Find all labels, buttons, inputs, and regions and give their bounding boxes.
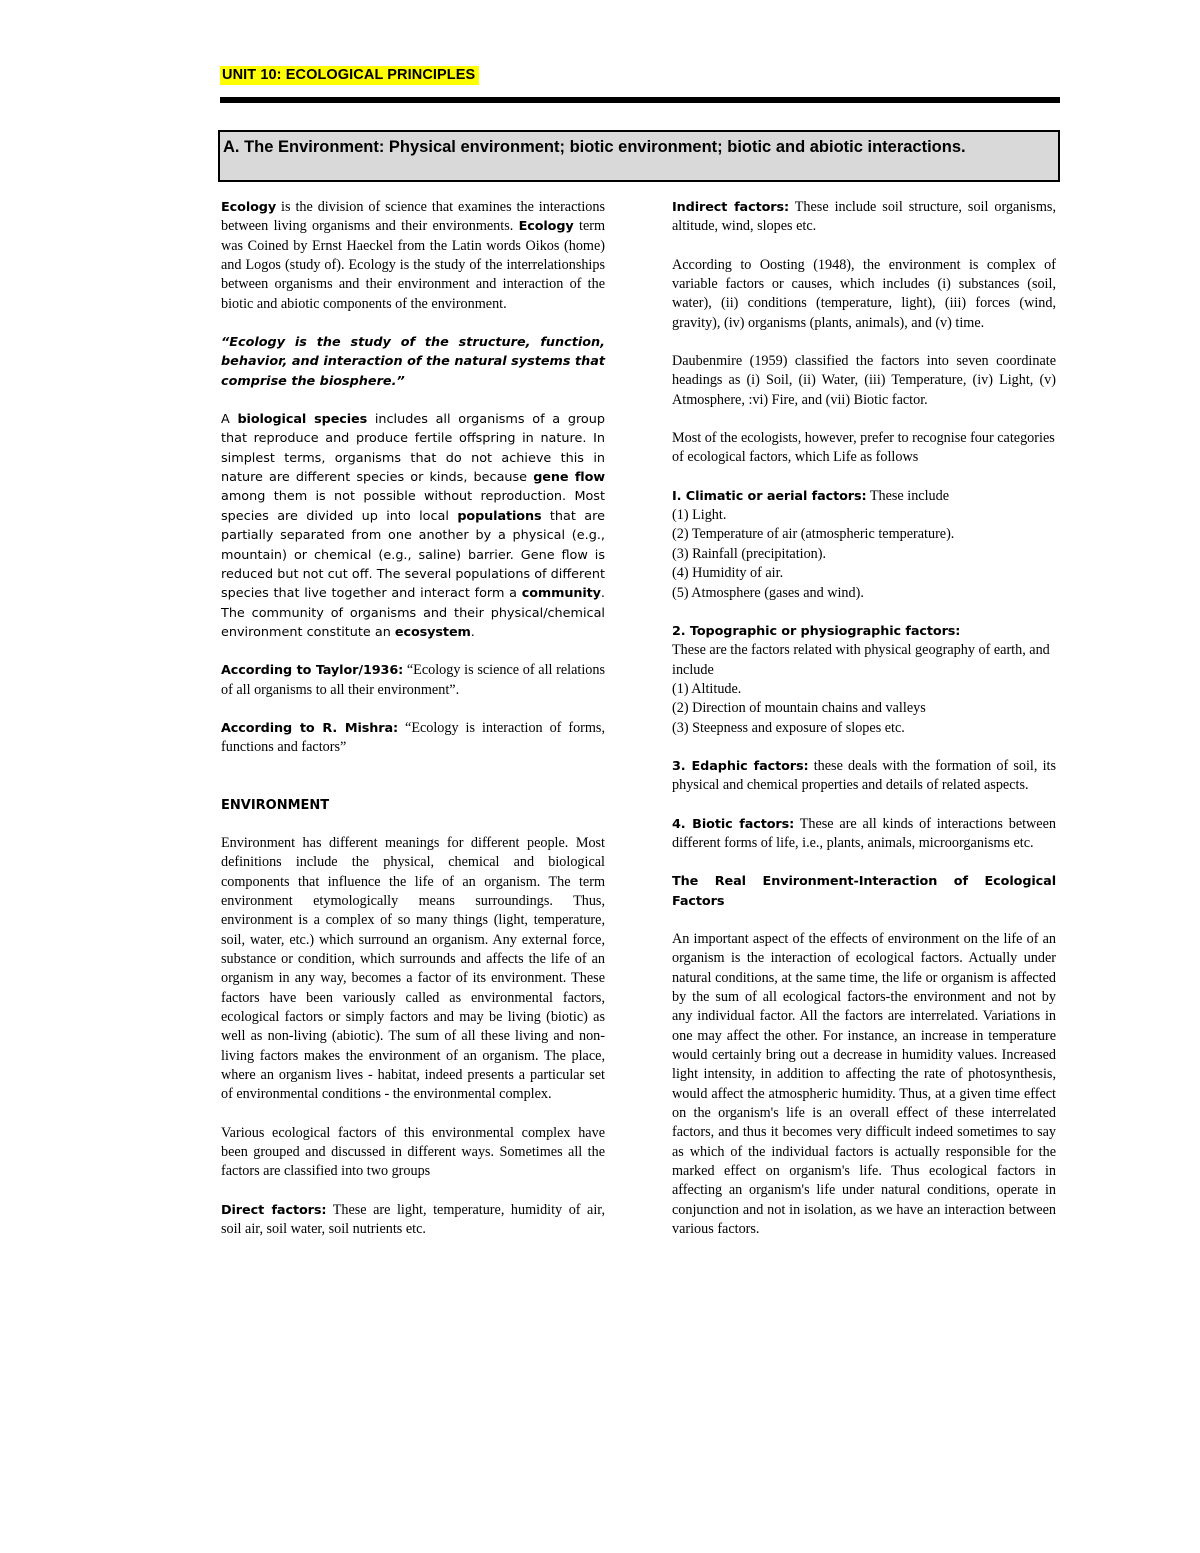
section-heading-box [218, 130, 1060, 182]
edaphic-factors-paragraph: 3. Edaphic factors: these deals with the formation of soil, its physical and chemical properties and details of related aspects. [672, 757, 1056, 794]
term-biological-species: biological species [237, 412, 368, 428]
term-community: community [521, 586, 601, 602]
title-rule [220, 97, 1060, 103]
list-item: (3) Rainfall (precipitation). [672, 545, 827, 562]
unit-title: UNIT 10: ECOLOGICAL PRINCIPLES [220, 66, 479, 85]
climatic-factors-block: I. Climatic or aerial factors: These include (1) Light. (2) Temperature of air (atmospheric temperature). (3) Rainfall (precipitation). (4) Humidity of air. (5) Atmosphere (gases and wind). [672, 487, 1056, 603]
real-environment-paragraph: An important aspect of the effects of environment on the life of an organism is the interaction of ecological factors. Actually under natural conditions, at the same time, the life or organism is affected by the sum of all ecological factors-the environment and not by any individual factor. All the factors are interrelated. Variations in one may affect the other. For instance, an increase in temperature would certainly bring out a decrease in humidity values. Increased light intensity, in addition to affecting the rate of photosynthesis, would affect the atmospheric humidity. Thus, at a given time effect on the organism's life is an overall effect of these interrelated factors, and thus it becomes very difficult indeed sometimes to say as which of the individual factors is actually responsible for the marked effect on organism's life. Thus ecological factors in affecting an organism's life under natural conditions, operate in conjunction and not in isolation, as we have an interaction between various factors. [672, 930, 1056, 1238]
species-paragraph: A biological species includes all organisms of a group that reproduce and produce fertile offspring in nature. In simplest terms, organisms that do not achieve this in nature are different species or kinds, because gene flow among them is not possible without reproduction. Most species are divided up into local populations that are partially separated from one another by a physical (e.g., mountain) or chemical (e.g., saline) barrier. Gene flow is reduced but not cut off. The several populations of different species that live together and interact form a community. The community of organisms and their physical/chemical environment constitute an ecosystem. [221, 412, 605, 640]
list-item: (2) Direction of mountain chains and valleys [672, 700, 926, 717]
term-gene-flow: gene flow [533, 470, 605, 486]
right-column [672, 198, 1056, 1258]
term-ecosystem: ecosystem [394, 624, 471, 640]
list-item: (1) Altitude. [672, 680, 742, 697]
biotic-factors-paragraph: 4. Biotic factors: These are all kinds of interactions between different forms of life, i.e., plants, animals, microorganisms etc. [672, 815, 1056, 851]
environment-heading: ENVIRONMENT [221, 797, 330, 813]
list-item: (3) Steepness and exposure of slopes etc. [672, 719, 905, 736]
mishra-definition: According to R. Mishra: “Ecology is interaction of forms, functions and factors” [221, 719, 605, 756]
four-categories-paragraph: Most of the ecologists, however, prefer to recognise four categories of ecological factors, which Life as follows [672, 430, 1055, 466]
taylor-definition: According to Taylor/1936: “Ecology is science of all relations of all organisms to all their environment”. [221, 662, 606, 698]
oosting-paragraph: According to Oosting (1948), the environment is complex of variable factors or causes, which includes (i) substances (soil, water), (ii) conditions (temperature, light), (iii) forces (wind, gravity), (iv) organisms (plants, animals), and (v) time. [672, 256, 1056, 331]
left-column [221, 198, 605, 1258]
daubenmire-paragraph: Daubenmire (1959) classified the factors into seven coordinate headings as (i) Soil, (ii) Water, (iii) Temperature, (iv) Light, (v) Atmosphere, :vi) Fire, and (vii) Biotic factor. [672, 353, 1056, 408]
topographic-factors-block: 2. Topographic or physiographic factors: These are the factors related with physical geography of earth, and include (1) Altitude. (2) Direction of mountain chains and valleys (3) Steepness and exposure of slopes etc. [672, 622, 1056, 738]
list-item: (2) Temperature of air (atmospheric temperature). [672, 526, 955, 543]
ecology-quote: “Ecology is the study of the structure, function, behavior, and interaction of the natural systems that comprise the biosphere.” [221, 335, 605, 389]
ecology-definition-paragraph: Ecology is the division of science that examines the interactions between living organisms and their environments. Ecology term was Coined by Ernst Haeckel from the Latin words Oikos (home) and Logos (study of). Ecology is the study of the interrelationships between organisms and their environment and interaction of the biotic and abiotic components of the environment. [221, 199, 605, 312]
list-item: (4) Humidity of air. [672, 565, 784, 582]
factors-groups-paragraph: Various ecological factors of this environmental complex have been grouped and discussed in different ways. Sometimes all the factors are classified into two groups [221, 1124, 605, 1180]
term-ecology-2: Ecology [518, 219, 574, 235]
term-ecology: Ecology [221, 200, 277, 215]
environment-paragraph: Environment has different meanings for different people. Most definitions include the physical, chemical and biological components that influence the life of an organism. The term environment etymologically means surroundings. Thus, environment is a complex of so many things (light, temperature, soil, water, etc.) which surround an organism. Any external force, substance or condition, which surrounds and affects the life of an organism in any way, becomes a factor of its environment. These factors have been variously called as environmental factors, ecological factors or simply factors and may be living (biotic) as well as non-living (abiotic). The sum of all these living and non-living factors makes the environment of an organism. The place, where an organism lives - habitat, indeed presents a particular set of environmental conditions - the environmental complex. [221, 834, 605, 1103]
section-heading: A. The Environment: Physical environment; biotic environment; biotic and abiotic interactions. [223, 138, 966, 156]
direct-factors-paragraph: Direct factors: These are light, temperature, humidity of air, soil air, soil water, soil nutrients etc. [221, 1201, 605, 1238]
term-populations: populations [457, 508, 542, 524]
indirect-factors-paragraph: Indirect factors: These include soil structure, soil organisms, altitude, wind, slopes etc. [672, 199, 1057, 235]
list-item: (5) Atmosphere (gases and wind). [672, 584, 864, 601]
list-item: (1) Light. [672, 507, 727, 524]
real-environment-heading: The Real Environment-Interaction of Ecological Factors [672, 874, 1056, 909]
